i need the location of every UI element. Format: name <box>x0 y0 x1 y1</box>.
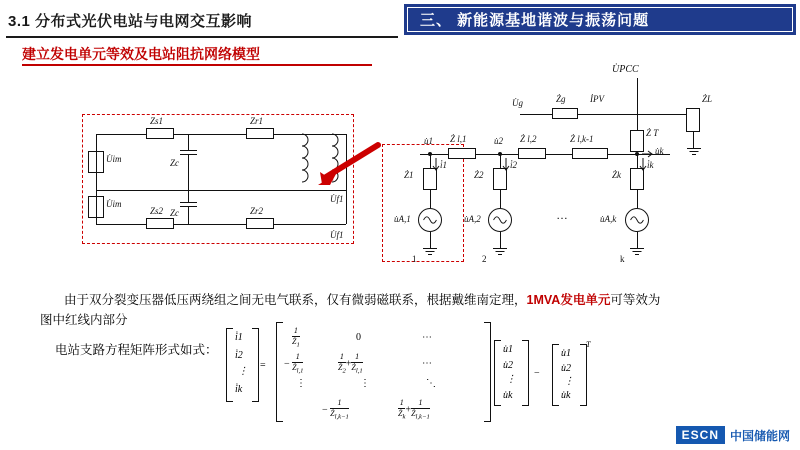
ground-symbol <box>493 248 507 256</box>
ground-symbol <box>687 148 701 156</box>
rhs1-dots: ⋮ <box>506 374 516 385</box>
branch-impedance-1-label: Ż1 <box>404 170 414 180</box>
matrix-r4c2: − $\frac{1}{Ż_{l,k-1}}$ <box>322 398 349 421</box>
current-label-i1: i̇1 <box>440 160 448 170</box>
wire <box>637 78 638 114</box>
wire <box>637 198 638 208</box>
ground-number-1: 1 <box>412 254 417 264</box>
uk-node-label: u̇k <box>655 146 664 156</box>
wire <box>520 114 700 115</box>
ground-symbol <box>423 248 437 256</box>
line-impedance-2-label: Ż l,2 <box>520 134 537 144</box>
wire <box>188 206 189 224</box>
subheading-underline <box>22 64 372 66</box>
source-label-1: U̇im <box>106 154 122 164</box>
impedance-zs2-label: Zs2 <box>150 206 164 216</box>
line-impedance-k1 <box>572 148 608 159</box>
matrix-r1c2: 0 <box>356 332 361 343</box>
impedance-zr2 <box>246 218 274 229</box>
circuit-diagram <box>0 64 800 280</box>
matrix-r2c3: ⋯ <box>422 358 432 369</box>
output-voltage-label-1: U̇f1 <box>330 194 344 204</box>
lhs-ik: i̇k <box>235 384 243 395</box>
ac-source-2 <box>488 208 512 232</box>
matrix-r3c1: ⋮ <box>296 378 306 389</box>
wire <box>96 224 346 225</box>
current-label-i2: i̇2 <box>510 160 518 170</box>
highlight-1mva: 1MVA发电单元 <box>526 293 611 307</box>
rhs2-uk: u̇k <box>561 390 571 401</box>
paragraph-2: 图中红线内部分 <box>40 313 128 327</box>
page-title: 3.1 分布式光伏电站与电网交互影响 <box>8 13 253 30</box>
header-divider <box>6 36 398 38</box>
wire <box>693 132 694 148</box>
transpose-superscript: T <box>586 340 591 349</box>
paren-right-2 <box>522 340 529 406</box>
watermark-badge: ESCN <box>676 426 725 444</box>
matrix-r2c1: − $\frac{1}{Ż_{l,1}}$ <box>284 352 304 375</box>
matrix-r3c2: ⋮ <box>360 378 370 389</box>
impedance-zr1 <box>246 128 274 139</box>
matrix-r1c1: $\frac{1}{Ż_1}$ <box>292 326 300 349</box>
wire <box>637 232 638 248</box>
impedance-zs1 <box>146 128 174 139</box>
lhs-i2: i̇2 <box>235 350 243 361</box>
controlled-source-symbol-2 <box>88 196 104 218</box>
ac-source-1 <box>418 208 442 232</box>
output-voltage-label-2: U̇f1 <box>330 230 344 240</box>
impedance-zs1-label: Zs1 <box>150 116 164 126</box>
ellipsis: … <box>556 208 570 222</box>
equals-sign: = <box>260 360 266 371</box>
lhs-dots: ⋮ <box>238 366 248 377</box>
wire <box>430 198 431 208</box>
u2-node-label: u̇2 <box>494 136 503 146</box>
paren-left-2 <box>494 340 501 406</box>
impedance-zr2-label: Zr2 <box>250 206 264 216</box>
impedance-zg-label: Żg <box>556 94 566 104</box>
paragraph-1-part1: 由于双分裂变压器低压两绕组之间无电气联系，仅有微弱磁联系，根据戴维南定理， <box>64 293 527 307</box>
watermark-text: 中国储能网 <box>729 428 790 443</box>
matrix-r3c3: ⋱ <box>426 378 436 389</box>
paren-left-1 <box>226 328 233 402</box>
minus-sign: − <box>534 368 540 379</box>
branch-impedance-2-label: Ż2 <box>474 170 484 180</box>
wire <box>500 232 501 248</box>
wire <box>188 134 189 150</box>
equation-label: 电站支路方程矩阵形式如式： <box>55 343 218 357</box>
slide-header <box>0 0 800 38</box>
red-pointer-arrow <box>300 140 384 193</box>
impedance-zt-label: Ż T <box>646 128 659 138</box>
wire <box>430 232 431 248</box>
paren-right-1 <box>252 328 259 402</box>
wire <box>188 154 189 190</box>
lhs-i1: i̇1 <box>235 332 243 343</box>
source-label-2: U̇im <box>106 199 122 209</box>
impedance-zr1-label: Zr1 <box>250 116 264 126</box>
capacitor-plate <box>180 202 197 203</box>
line-impedance-1 <box>448 148 476 159</box>
single-unit-dashed-box <box>382 144 464 262</box>
upcc-label: U̇PCC <box>612 64 639 75</box>
ground-number-k: k <box>620 254 625 264</box>
paren-left-matrix <box>276 322 283 422</box>
wire <box>500 198 501 208</box>
impedance-zc-label-2: Zc <box>170 208 179 218</box>
paren-left-3 <box>552 344 559 406</box>
paragraph-1-part2: 可等效为 <box>610 293 661 307</box>
rhs2-u2: u̇2 <box>561 363 571 374</box>
matrix-r4c3: $\frac{1}{Ż_k}$ + $\frac{1}{Ż_{l,k-1}}$ <box>398 398 430 421</box>
source-label-ak: u̇A,k <box>600 214 617 224</box>
line-impedance-k1-label: Ż l,k-1 <box>570 134 594 144</box>
line-impedance-1-label: Ż l,1 <box>450 134 467 144</box>
impedance-zc-label-1: Zc <box>170 158 179 168</box>
rhs2-dots: ⋮ <box>564 376 574 387</box>
ug-label: U̇g <box>512 98 523 108</box>
ac-source-k <box>625 208 649 232</box>
ipv-label: İPV <box>590 94 604 104</box>
capacitor-plate <box>180 150 197 151</box>
u1-node-label: u̇1 <box>424 136 433 146</box>
impedance-zs2 <box>146 218 174 229</box>
section-banner <box>404 4 796 35</box>
current-label-ik: i̇k <box>647 160 654 170</box>
matrix-equation <box>226 322 646 434</box>
impedance-zl-label: ŻL <box>702 94 713 104</box>
subheading: 建立发电单元等效及电站阻抗网络模型 <box>22 46 260 62</box>
rhs1-u1: u̇1 <box>503 344 513 355</box>
source-label-a2: u̇A,2 <box>464 214 481 224</box>
watermark <box>676 426 790 444</box>
rhs1-uk: u̇k <box>503 390 513 401</box>
ground-number-2: 2 <box>482 254 487 264</box>
branch-impedance-k-label: Żk <box>612 170 621 180</box>
impedance-zg <box>552 108 578 119</box>
controlled-source-symbol-1 <box>88 151 104 173</box>
matrix-r1c3: ⋯ <box>422 332 432 343</box>
paren-right-matrix <box>484 322 491 422</box>
rhs1-u2: u̇2 <box>503 360 513 371</box>
wire <box>188 190 189 202</box>
source-label-a1: u̇A,1 <box>394 214 411 224</box>
matrix-r2c2: $\frac{1}{Ż_2}$ + $\frac{1}{Ż_{l,1}}$ <box>338 352 363 375</box>
rhs2-u1: u̇1 <box>561 348 571 359</box>
section-banner-label: 三、 新能源基地谐波与振荡问题 <box>420 12 650 29</box>
ground-symbol <box>630 248 644 256</box>
line-impedance-2 <box>518 148 546 159</box>
paren-right-3 <box>580 344 587 406</box>
impedance-zl <box>686 108 700 132</box>
paragraph-1 <box>40 290 764 310</box>
